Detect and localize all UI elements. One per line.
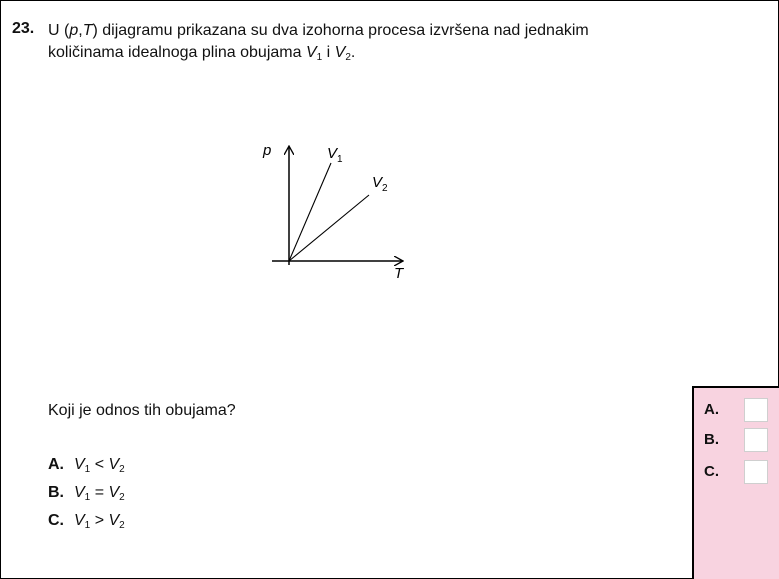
answer-panel	[692, 386, 779, 579]
answer-row-c: C.	[704, 460, 774, 484]
answer-row-b: B.	[704, 428, 774, 452]
question-stem	[48, 20, 688, 64]
answer-checkbox-c[interactable]	[744, 460, 768, 484]
answer-checkbox-b[interactable]	[744, 428, 768, 452]
option-c: C. $V_1 > V_2$	[48, 512, 125, 531]
v1-label: $V_1$	[327, 145, 343, 165]
x-axis-label: T	[394, 265, 404, 282]
answer-row-a: A.	[704, 398, 774, 422]
y-axis-label: p	[263, 142, 272, 159]
stem-line-2: količinama idealnoga plina obujama $V_1$ i $V_2$.	[48, 44, 356, 63]
isochore-v1-line	[289, 163, 331, 261]
option-a: A. $V_1 < V_2$	[48, 456, 125, 475]
stem-line-1: U (p,T) dijagramu prikazana su dva izohorna procesa izvršena nad jednakim	[48, 22, 589, 39]
question-prompt: Koji je odnos tih obujama?	[48, 402, 236, 419]
v2-label: $V_2$	[372, 174, 388, 194]
p-t-diagram	[250, 135, 420, 285]
question-number: 23.	[12, 20, 35, 37]
option-b: B. $V_1 = V_2$	[48, 484, 125, 503]
answer-checkbox-a[interactable]	[744, 398, 768, 422]
isochore-v2-line	[289, 195, 369, 261]
